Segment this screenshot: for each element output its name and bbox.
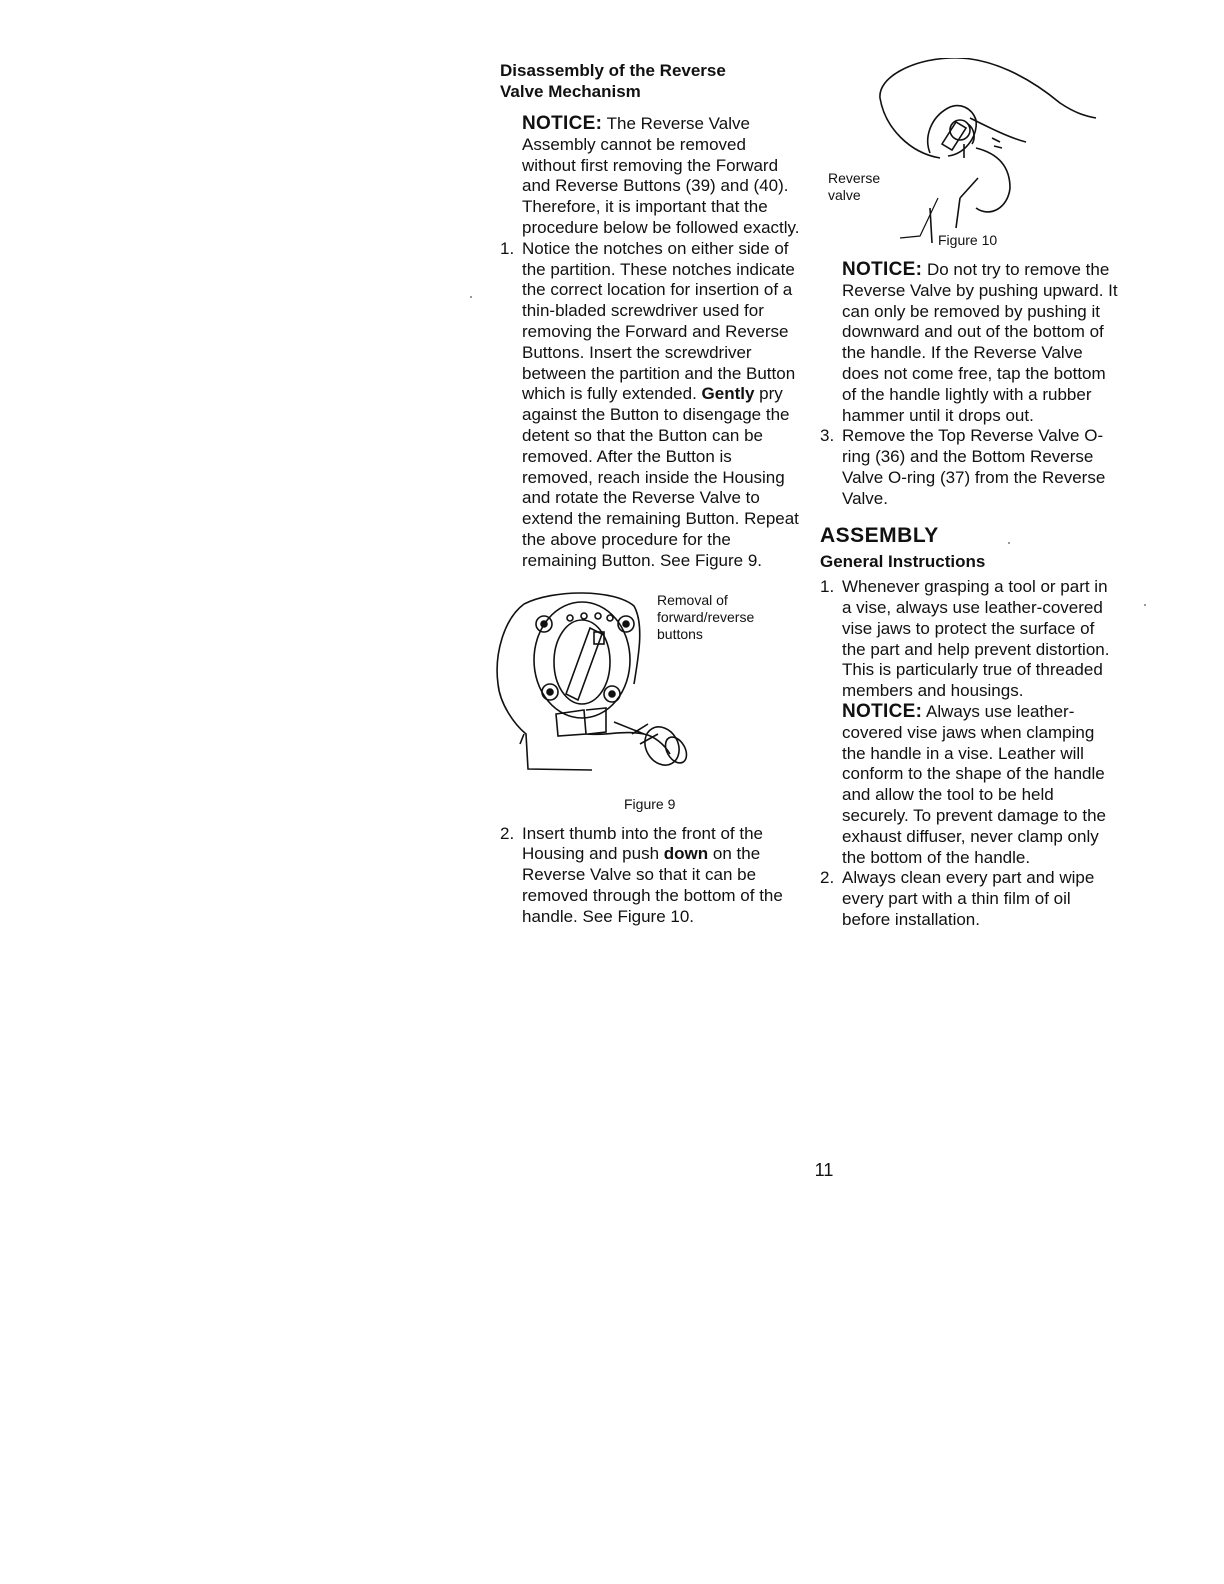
step-1 bbox=[500, 239, 800, 572]
step-text: Always clean every part and wipe every part with a thin film of oil before installation. bbox=[842, 868, 1095, 929]
notice-label: NOTICE: bbox=[842, 700, 923, 722]
step-text: Notice the notches on either side of the partition. These notches indicate the correct location for insertion of a thin-bladed screwdriver used for removing the Forward and Reverse Buttons. Insert the screwdriver between the partition and the Button which is fully extended. bbox=[522, 238, 796, 404]
step-number: 2. bbox=[820, 868, 835, 888]
notice-text: The Reverse Valve Assembly cannot be removed without first removing the Forward and Reverse Buttons (39) and (40). Therefore, it is important that the procedure below be followed exactly. bbox=[522, 114, 800, 237]
right-column bbox=[820, 60, 1120, 931]
figure-10-illustration bbox=[860, 58, 1100, 248]
instruction-2 bbox=[820, 868, 1120, 930]
step-number: 3. bbox=[820, 426, 835, 446]
assembly-title: ASSEMBLY bbox=[820, 523, 939, 547]
scan-mark bbox=[470, 296, 472, 298]
left-column bbox=[500, 60, 800, 928]
section-heading bbox=[500, 60, 800, 102]
instruction-1 bbox=[820, 577, 1120, 702]
heading-line: Valve Mechanism bbox=[500, 82, 641, 101]
heading-line: Disassembly of the Reverse bbox=[500, 61, 726, 80]
notice-paragraph bbox=[500, 114, 800, 239]
step-2 bbox=[500, 824, 800, 928]
step-emphasis: Gently bbox=[701, 384, 755, 404]
figure-10-caption: Figure 10 bbox=[938, 232, 998, 248]
notice-text: Do not try to remove the Reverse Valve by pushing upward. It can only be removed by pushing it downward and out of the bottom of the handle. If the Reverse Valve does not come free, tap the bottom of the handle lightly with a rubber hammer until it drops out. bbox=[842, 260, 1118, 425]
scan-mark bbox=[1144, 604, 1146, 606]
step-emphasis: down bbox=[663, 844, 709, 864]
step-number: 2. bbox=[500, 823, 515, 843]
step-text: Remove the Top Reverse Valve O-ring (36) and the Bottom Reverse Valve O-ring (37) from the Reverse Valve. bbox=[842, 426, 1106, 508]
step-text: on the Reverse Valve so that it can be removed through the bottom of the handle. See Figure 10. bbox=[522, 844, 783, 926]
callout-line: buttons bbox=[657, 625, 703, 642]
step-text: Insert thumb into the front of the Housing and push bbox=[522, 823, 763, 864]
figure-9-caption: Figure 9 bbox=[624, 795, 676, 812]
notice-label: NOTICE: bbox=[522, 113, 603, 134]
figure-9-callout bbox=[657, 592, 797, 643]
step-number: 1. bbox=[500, 238, 515, 258]
general-instructions-heading: General Instructions bbox=[820, 552, 986, 572]
notice-text: Always use leather-covered vise jaws when clamping the handle in a vise. Leather will conform to the shape of the handle and allow the tool to be held securely. To prevent damage to the exhaust diffuser, never clamp only the bottom of the handle. bbox=[842, 701, 1106, 867]
step-3 bbox=[820, 426, 1120, 509]
figure-10 bbox=[820, 60, 1120, 252]
step-text: pry against the Button to disengage the detent so that the Button can be removed. After the Button is removed, reach inside the Housing and rotate the Reverse Valve to extend the remaining Button. Repeat the above procedure for the remaining Button. See Figure 9. bbox=[522, 384, 799, 570]
page-number: 11 bbox=[814, 1160, 834, 1180]
callout-line: valve bbox=[828, 187, 861, 203]
step-number: 1. bbox=[820, 577, 835, 597]
figure-9 bbox=[500, 584, 800, 824]
figure-10-callout bbox=[828, 170, 880, 204]
callout-line: forward/reverse bbox=[657, 608, 755, 625]
callout-line: Reverse bbox=[828, 170, 881, 186]
notice-paragraph bbox=[820, 702, 1120, 868]
callout-line: Removal of bbox=[657, 591, 728, 608]
notice-paragraph bbox=[820, 260, 1120, 426]
step-text: Whenever grasping a tool or part in a vise, always use leather-covered vise jaws to protect the surface of the part and help prevent distortion. This is particularly true of threaded members and housings. bbox=[842, 577, 1110, 701]
notice-label: NOTICE: bbox=[842, 259, 923, 280]
